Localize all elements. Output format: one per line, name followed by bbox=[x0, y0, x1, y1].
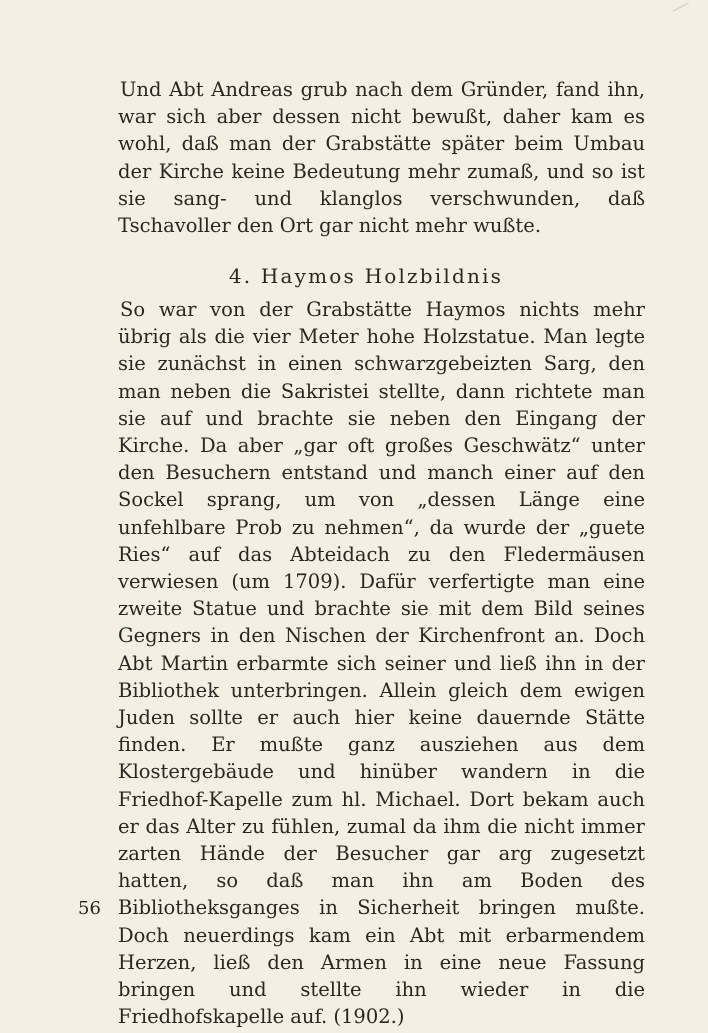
page-number: 56 bbox=[78, 898, 101, 919]
paragraph-main: So war von der Grabstätte Haymos nichts mehr übrig als die vier Meter hohe Holzstatue. Man legte sie zunächst in einen schwarzgebeizten Sarg, den man neben die Sakristei stellte, dann richtete man sie auf und brachte sie neben den Eingang der Kirche. Da aber „gar oft großes Geschwätz“ unter den Besuchern entstand und manch einer auf den Sockel sprang, um von „dessen Länge eine unfehlbare Prob zu nehmen“, da wurde der „guete Ries“ auf das Abteidach zu den Fledermäusen verwiesen (um 1709). Dafür verfertigte man eine zweite Statue und brachte sie mit dem Bild seines Gegners in den Nischen der Kirchenfront an. Doch Abt Martin erbarmte sich seiner und ließ ihn in der Bibliothek unterbringen. Allein gleich dem ewigen Juden sollte er auch hier keine dauernde Stätte finden. Er mußte ganz ausziehen aus dem Klostergebäude und hinüber wandern in die Friedhof-Kapelle zum hl. Michael. Dort bekam auch er das Alter zu fühlen, zumal da ihm die nicht immer zarten Hände der Besucher gar arg zugesetzt hatten, so daß man ihn am Boden des Bibliotheksganges in Sicherheit bringen mußte. Doch neuerdings kam ein Abt mit erbarmendem Herzen, ließ den Armen in eine neue Fassung bringen und stellte ihn wieder in die Friedhofskapelle auf. (1902.) bbox=[118, 298, 645, 1029]
paragraph-intro: Und Abt Andreas grub nach dem Gründer, fand ihn, war sich aber dessen nicht bewußt, daher kam es wohl, daß man der Grabstätte später beim Umbau der Kirche keine Bedeutung mehr zumaß, und so ist sie sang- und klanglos verschwunden, daß Tschavoller den Ort gar nicht mehr wußte. bbox=[118, 78, 645, 238]
page-corner-mark bbox=[672, 2, 693, 20]
section-heading: 4. Haymos Holzbildnis bbox=[228, 264, 504, 288]
